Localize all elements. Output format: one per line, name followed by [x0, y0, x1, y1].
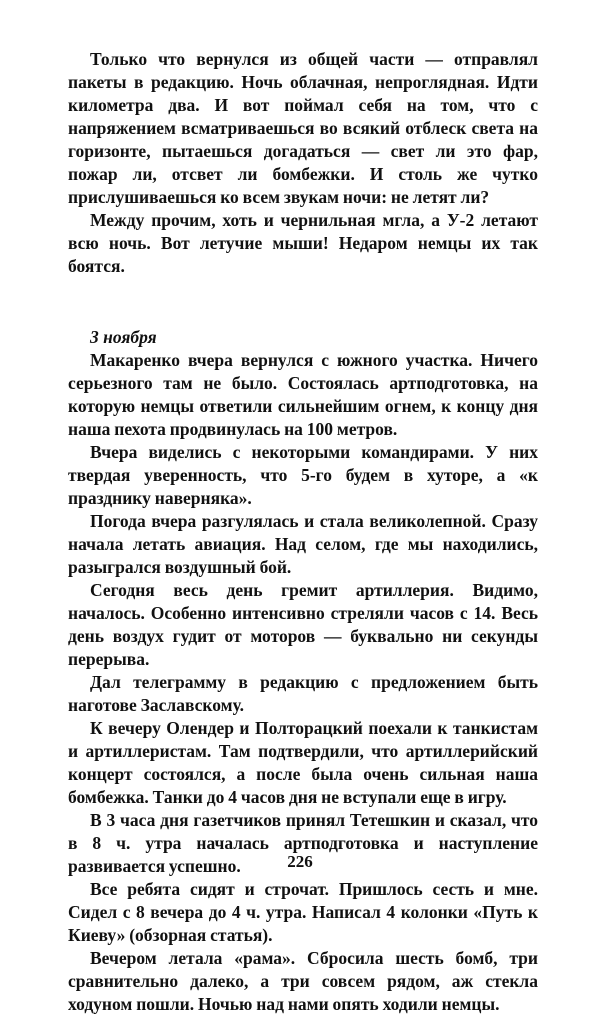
paragraph: Вечером летала «рама». Сбросила шесть бомб, три сравнительно далеко, а три совсем рядом, аж стекла ходуном пошли. Ночью над нами опять ходили немцы.	[68, 948, 538, 1014]
paragraph: В 3 часа дня газетчиков принял Тетешкин и сказал, что в 8 ч. утра началась артподготовка и наступление развивается успешно.	[68, 810, 538, 876]
paragraph: Сегодня весь день гремит артиллерия. Видимо, началось. Особенно интенсивно стреляли часов с 14. Весь день воздух гудит от моторов — буквально ни секунды перерыва.	[68, 580, 538, 669]
paragraph: Только что вернулся из общей части — отправлял пакеты в редакцию. Ночь облачная, непроглядная. Идти километра два. И вот поймал себя на том, что с напряжением всматриваешься во всякий отблеск света на горизонте, пытаешься догадаться — свет ли это фар, пожар ли, отсвет ли бомбежки. И столь же чутко прислушиваешься ко всем звукам ночи: не летят ли?	[68, 49, 538, 207]
paragraph: Погода вчера разгулялась и стала великолепной. Сразу начала летать авиация. Над селом, где мы находились, разыгрался воздушный бой.	[68, 511, 538, 577]
paragraph: Все ребята сидят и строчат. Пришлось сесть и мне. Сидел с 8 вечера до 4 ч. утра. Написал 4 колонки «Путь к Киеву» (обзорная статья).	[68, 879, 538, 945]
paragraph: Дал телеграмму в редакцию с предложением быть наготове Заславскому.	[68, 672, 538, 715]
paragraph: Вчера виделись с некоторыми командирами. У них твердая уверенность, что 5-го будем в хуторе, а «к празднику наверняка».	[68, 442, 538, 508]
intro-section	[68, 48, 538, 278]
paragraph: Между прочим, хоть и чернильная мгла, а У-2 летают всю ночь. Вот летучие мыши! Недаром немцы их так боятся.	[68, 210, 538, 276]
page-number: 226	[287, 852, 313, 871]
paragraph: К вечеру Олендер и Полторацкий поехали к танкистам и артиллеристам. Там подтвердили, что артиллерийский концерт состоялся, а после была очень сильная наша бомбежка. Танки до 4 часов дня не вступали еще в игру.	[68, 718, 538, 807]
paragraph: Макаренко вчера вернулся с южного участка. Ничего серьезного там не было. Состоялась артподготовка, на которую немцы ответили сильнейшим огнем, к концу дня наша пехота продвинулась на 100 метров.	[68, 350, 538, 439]
nov3-section	[68, 349, 538, 1016]
date-heading: 3 ноября	[90, 327, 157, 347]
